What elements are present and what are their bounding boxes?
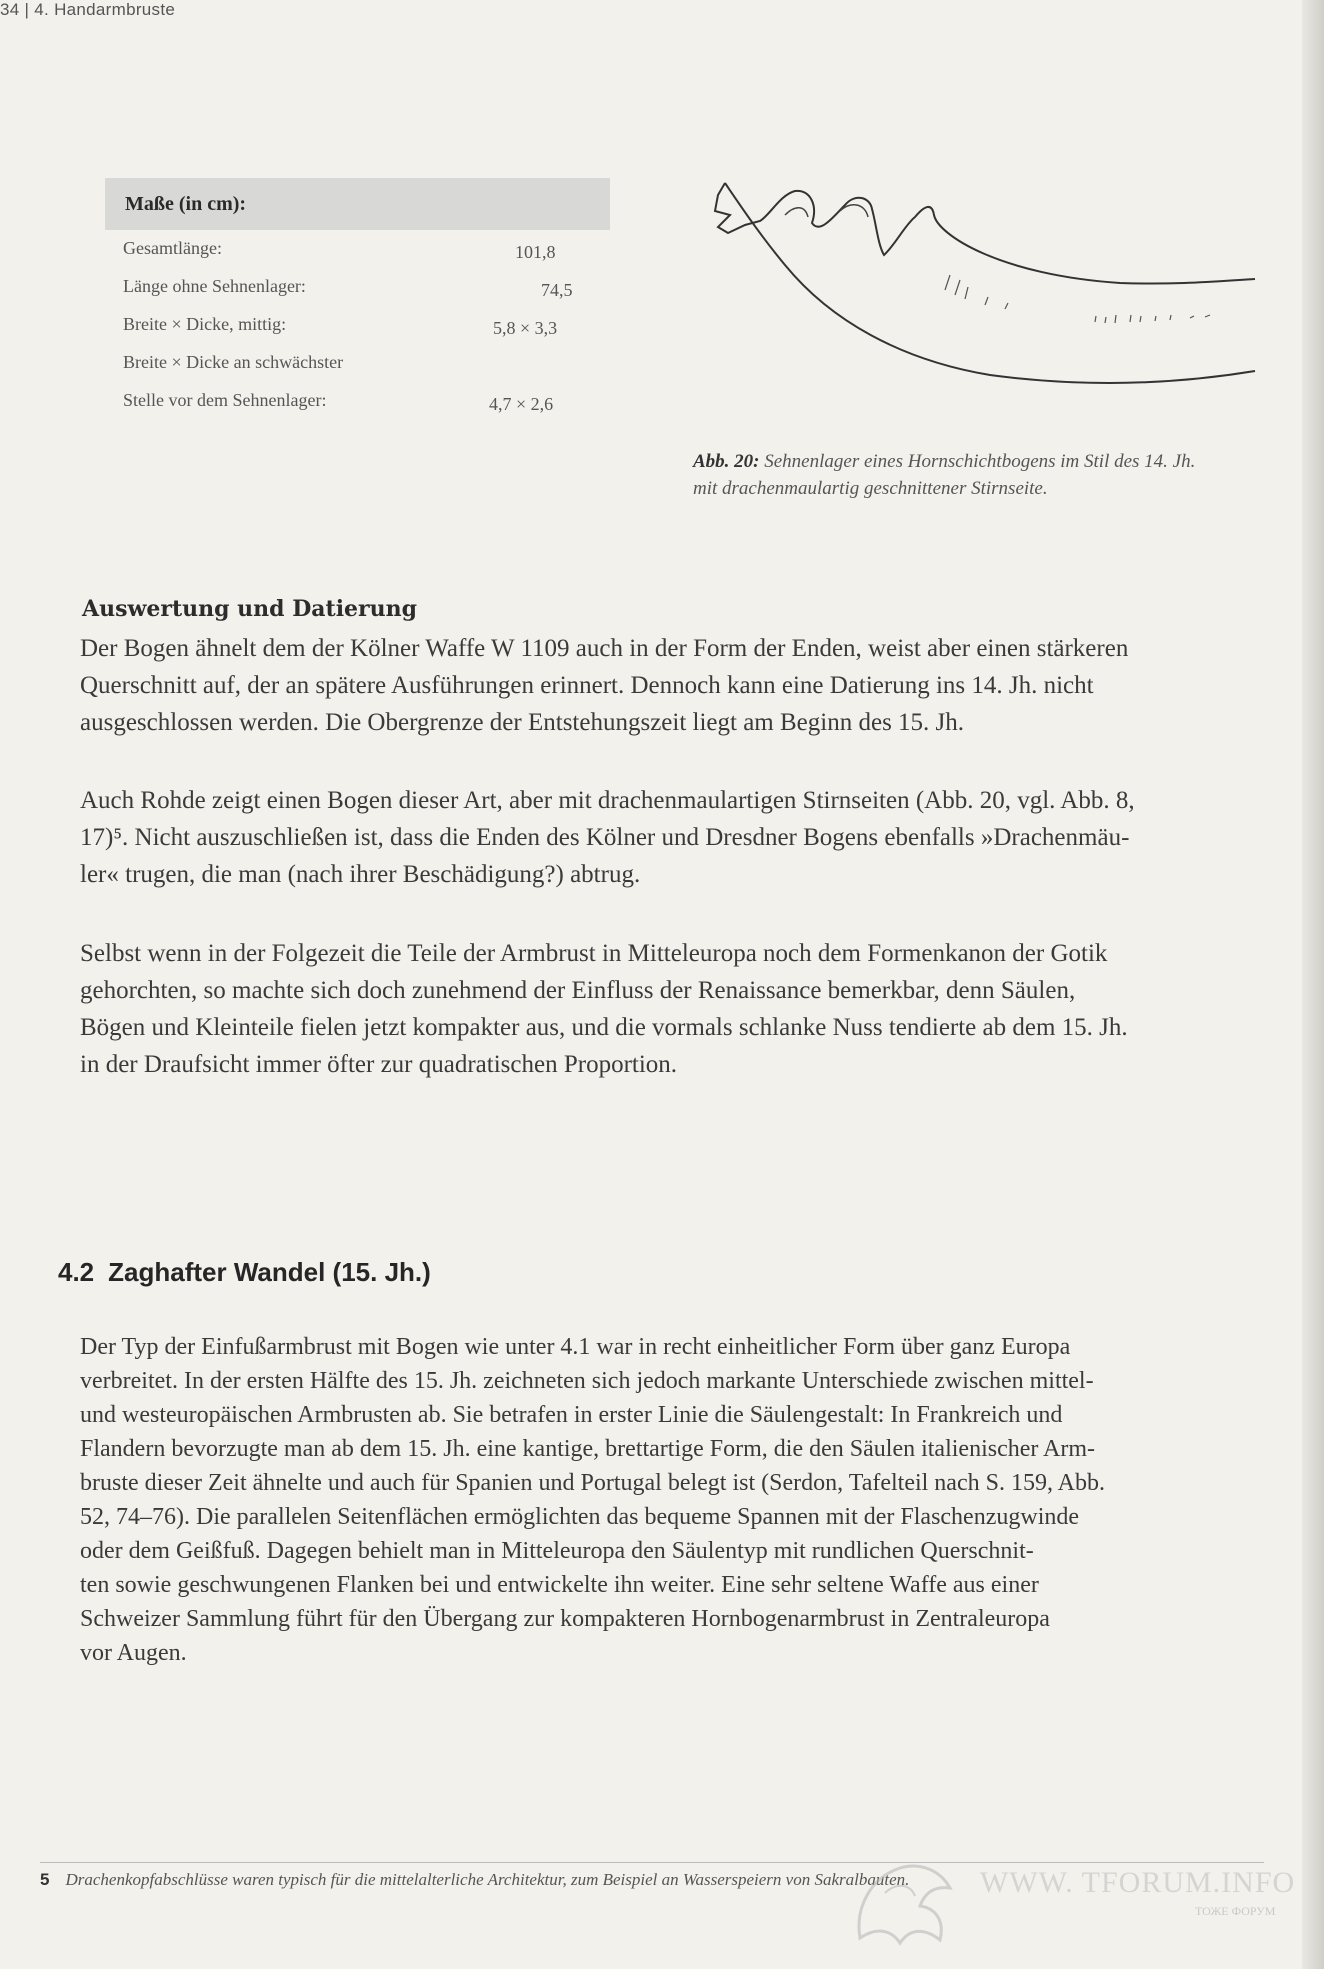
measure-label: Stelle vor dem Sehnenlager: <box>123 390 327 410</box>
running-head: 34 | 4. Handarmbruste <box>0 0 176 19</box>
text-line: 17)⁵. Nicht auszuschließen ist, dass die Enden des Kölner und Dresdner Bogens ebenfalls »Drachenmäu- <box>80 824 1130 851</box>
figure-caption <box>693 448 1303 502</box>
measure-label: Breite × Dicke, mittig: <box>123 314 287 334</box>
paragraph <box>80 1330 1320 1670</box>
measure-row <box>105 230 610 268</box>
text-line: Schweizer Sammlung führt für den Übergang zur kompakteren Hornbogenarmbrust in Zentraleuropa <box>80 1606 1050 1632</box>
text-line: ler« trugen, die man (nach ihrer Beschädigung?) abtrug. <box>80 861 641 888</box>
text-line: bruste dieser Zeit ähnelte und auch für Spanien und Portugal belegt ist (Serdon, Tafelteil nach S. 159, Abb. <box>80 1470 1105 1496</box>
text-line: in der Draufsicht immer öfter zur quadratischen Proportion. <box>80 1051 678 1078</box>
griffin-logo-icon <box>840 1848 970 1958</box>
text-line: verbreitet. In der ersten Hälfte des 15. Jh. zeichneten sich jedoch markante Unterschiede zwischen mittel- <box>80 1368 1094 1394</box>
measure-row <box>105 382 610 420</box>
measure-label: Breite × Dicke an schwächster <box>123 352 344 372</box>
watermark-text: WWW. TFORUM.INFO <box>980 1866 1296 1899</box>
section-heading: Auswertung und Datierung <box>82 596 418 622</box>
measure-value: 74,5 <box>541 280 573 300</box>
measure-row <box>105 268 610 306</box>
measures-table <box>105 178 610 420</box>
text-line: ten sowie geschwungenen Flanken bei und entwickelte ihn weiter. Eine sehr seltene Waffe aus einer <box>80 1572 1039 1598</box>
paragraph <box>80 630 1320 741</box>
text-line: und westeuropäischen Armbrusten ab. Sie betrafen in erster Linie die Säulengestalt: In Frankreich und <box>80 1402 1063 1428</box>
watermark-subtext: ТОЖЕ ФОРУМ <box>1195 1904 1276 1918</box>
figure-label: Abb. 20: <box>693 451 760 472</box>
measure-row <box>105 344 610 382</box>
watermark <box>840 1848 1300 1958</box>
text-line: ausgeschlossen werden. Die Obergrenze der Entstehungszeit liegt am Beginn des 15. Jh. <box>80 709 965 736</box>
caption-line: mit drachenmaulartig geschnittener Stirnseite. <box>693 478 1048 499</box>
measure-label: Länge ohne Sehnenlager: <box>123 276 306 296</box>
chapter-heading <box>58 1257 431 1288</box>
footnote-number: 5 <box>40 1870 50 1889</box>
text-line: Bögen und Kleinteile fielen jetzt kompakter aus, und die vormals schlanke Nuss tendierte ab dem 15. Jh. <box>80 1014 1128 1041</box>
text-line: oder dem Geißfuß. Dagegen behielt man in Mitteleuropa den Säulentyp mit rundlichen Querschnit- <box>80 1538 1034 1564</box>
text-line: vor Augen. <box>80 1640 187 1666</box>
bow-nock-drawing <box>700 175 1260 425</box>
text-line: Querschnitt auf, der an spätere Ausführungen erinnert. Dennoch kann eine Datierung ins 14. Jh. nicht <box>80 672 1094 699</box>
text-line: Der Bogen ähnelt dem der Kölner Waffe W 1109 auch in der Form der Enden, weist aber einen stärkeren <box>80 635 1129 662</box>
bow-outline <box>715 183 1255 284</box>
paragraph <box>80 782 1320 893</box>
measures-title: Maße (in cm): <box>105 178 610 230</box>
measure-value: 101,8 <box>515 242 556 262</box>
measure-value: 4,7 × 2,6 <box>489 394 554 414</box>
measure-value: 5,8 × 3,3 <box>493 318 558 338</box>
chapter-number: 4.2 <box>58 1257 95 1287</box>
measure-row <box>105 306 610 344</box>
text-line: 52, 74–76). Die parallelen Seitenflächen ermöglichten das bequeme Spannen mit der Flaschenzugwinde <box>80 1504 1080 1530</box>
bow-inner-line <box>785 208 808 217</box>
paragraph <box>80 935 1320 1083</box>
chapter-title: Zaghafter Wandel (15. Jh.) <box>108 1257 431 1287</box>
caption-line: Sehnenlager eines Hornschichtbogens im Stil des 14. Jh. <box>764 451 1196 472</box>
measure-label: Gesamtlänge: <box>123 238 222 258</box>
footnote-text: Drachenkopfabschlüsse waren typisch für die mittelalterliche Architektur, zum Beispiel an Wasserspeiern von Sakralbauten. <box>65 1870 910 1889</box>
text-line: Auch Rohde zeigt einen Bogen dieser Art, aber mit drachenmaulartigen Stirnseiten (Abb. 20, vgl. Abb. 8, <box>80 787 1135 814</box>
text-line: Selbst wenn in der Folgezeit die Teile der Armbrust in Mitteleuropa noch dem Formenkanon der Gotik <box>80 940 1108 967</box>
text-line: Flandern bevorzugte man ab dem 15. Jh. eine kantige, brettartige Form, die den Säulen italienischer Arm- <box>80 1436 1096 1462</box>
text-line: gehorchten, so machte sich doch zunehmend der Einfluss der Renaissance bemerkbar, denn Säulen, <box>80 977 1076 1004</box>
text-line: Der Typ der Einfußarmbrust mit Bogen wie unter 4.1 war in recht einheitlicher Form über ganz Europa <box>80 1334 1071 1360</box>
